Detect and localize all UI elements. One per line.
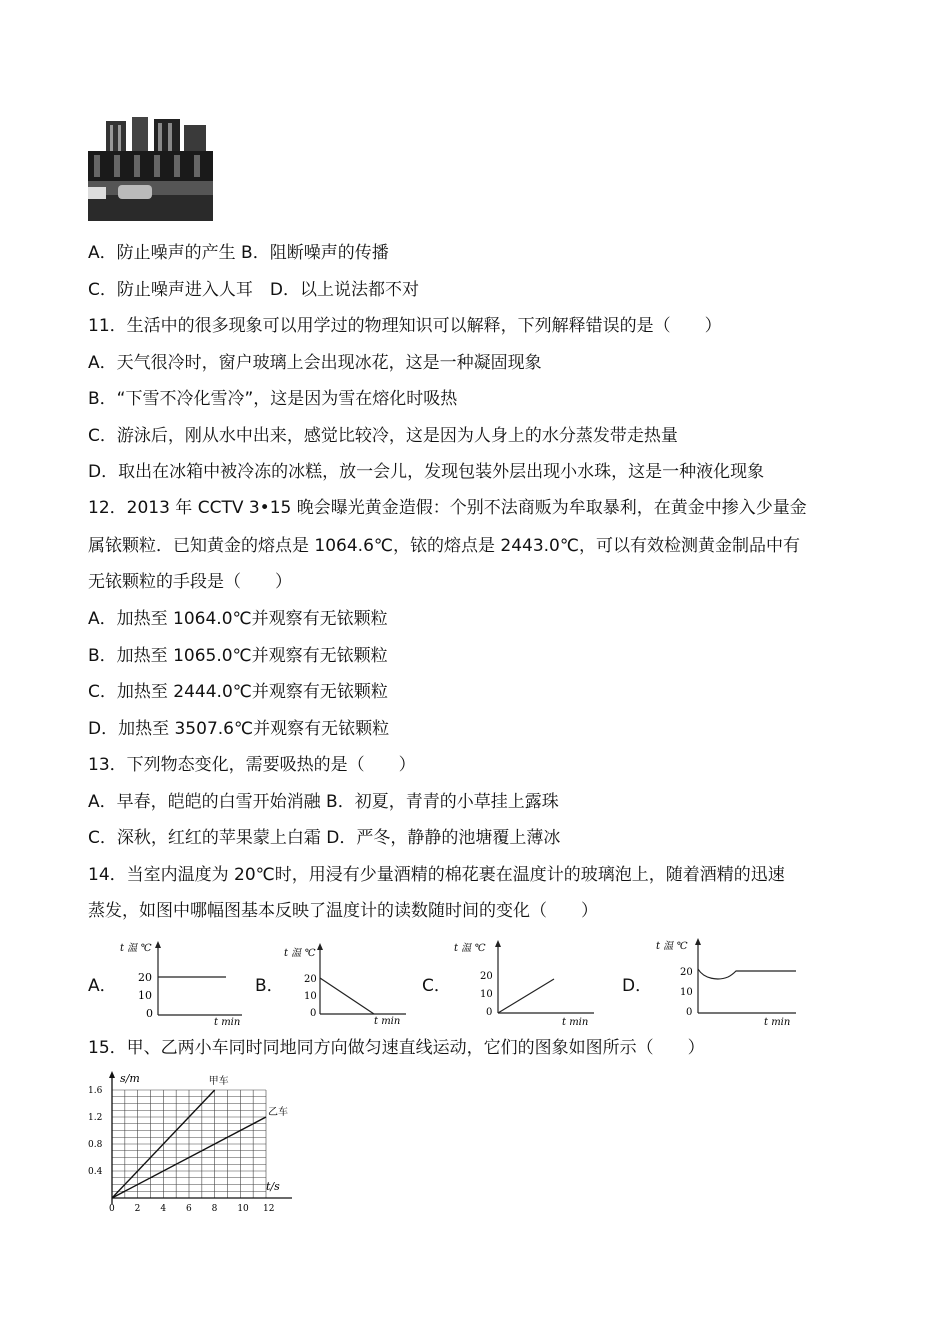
q14-label-a: A．	[88, 976, 117, 996]
graph-a-ytick-10: 10	[138, 989, 152, 1002]
x-tick-label: 0	[109, 1204, 115, 1214]
q12-option-c: C．加热至 2444.0℃并观察有无铱颗粒	[88, 682, 388, 702]
q13-stem: 13．下列物态变化，需要吸热的是（ ）	[88, 755, 416, 775]
q11-option-d: D．取出在冰箱中被冷冻的冰糕，放一会儿，发现包装外层出现小水珠，这是一种液化现象	[88, 462, 765, 482]
graph-d-ytick-0: 0	[686, 1007, 693, 1018]
q14-label-b: B．	[255, 976, 284, 996]
graph-d-ytick-20: 20	[680, 967, 693, 978]
q10-options-ab: A．防止噪声的产生 B．阻断噪声的传播	[88, 243, 389, 263]
x-axis-label: t/s	[266, 1180, 280, 1193]
noise-barrier-photo	[88, 117, 213, 221]
q15-st-chart	[88, 1070, 294, 1216]
y-tick-label: 0.8	[88, 1140, 103, 1150]
graph-d-xlabel: t min	[764, 1017, 791, 1027]
q14-graph-a	[116, 940, 246, 1026]
x-tick-label: 2	[134, 1204, 141, 1214]
q12-option-a: A．加热至 1064.0℃并观察有无铱颗粒	[88, 609, 388, 629]
graph-d-ytick-10: 10	[680, 987, 693, 998]
graph-b-ytick-20: 20	[304, 974, 317, 985]
y-tick-label: 1.6	[88, 1086, 103, 1096]
graph-c-ytick-20: 20	[480, 971, 493, 982]
graph-c-ytick-10: 10	[480, 989, 493, 1000]
graph-d-curve	[698, 969, 796, 979]
q14-graph-d	[652, 935, 800, 1027]
q14-label-d: D．	[622, 976, 653, 996]
x-tick-label: 12	[263, 1204, 275, 1214]
q12-option-b: B．加热至 1065.0℃并观察有无铱颗粒	[88, 646, 388, 666]
y-axis-arrow	[109, 1071, 115, 1078]
graph-b-curve	[320, 978, 374, 1014]
graph-c-curve	[498, 979, 554, 1013]
x-tick-label: 6	[186, 1204, 192, 1214]
q14-label-c: C．	[422, 976, 451, 996]
y-tick-label: 1.2	[88, 1113, 103, 1123]
x-tick-label: 4	[160, 1204, 167, 1214]
q12-option-d: D．加热至 3507.6℃并观察有无铱颗粒	[88, 719, 390, 739]
x-tick-label: 10	[237, 1204, 249, 1214]
y-axis-label: s/m	[120, 1072, 140, 1085]
graph-b-ytick-10: 10	[304, 991, 317, 1002]
q15-stem: 15．甲、乙两小车同时同地同方向做匀速直线运动，它们的图象如图所示（ ）	[88, 1038, 705, 1058]
q12-stem-line2: 属铱颗粒．已知黄金的熔点是 1064.6℃，铱的熔点是 2443.0℃，可以有效检测黄金制品中有	[88, 536, 800, 556]
q13-options-ab: A．早春，皑皑的白雪开始消融 B．初夏，青青的小草挂上露珠	[88, 792, 559, 812]
q11-option-c: C．游泳后，刚从水中出来，感觉比较冷，这是因为人身上的水分蒸发带走热量	[88, 426, 678, 446]
graph-b-ylabel: t 温 ℃	[284, 948, 316, 959]
graph-c-ytick-0: 0	[486, 1007, 493, 1018]
q14-stem-line2: 蒸发，如图中哪幅图基本反映了温度计的读数随时间的变化（ ）	[88, 901, 598, 921]
q14-stem-line1: 14．当室内温度为 20℃时，用浸有少量酒精的棉花裹在温度计的玻璃泡上，随着酒精的迅速	[88, 865, 785, 885]
series-label-2: 乙车	[268, 1107, 288, 1118]
q14-graph-b	[282, 940, 412, 1026]
q14-graph-c	[450, 937, 598, 1027]
q11-option-b: B．“下雪不冷化雪冷”，这是因为雪在熔化时吸热	[88, 389, 458, 409]
q10-options-cd: C．防止噪声进入人耳 D．以上说法都不对	[88, 280, 419, 300]
graph-c-xlabel: t min	[562, 1017, 589, 1027]
y-tick-label: 0.4	[88, 1167, 103, 1177]
graph-a-ylabel: t 温 ℃	[120, 943, 152, 954]
q13-options-cd: C．深秋，红红的苹果蒙上白霜 D．严冬，静静的池塘覆上薄冰	[88, 828, 561, 848]
graph-a-xlabel: t min	[214, 1017, 241, 1026]
q11-option-a: A．天气很冷时，窗户玻璃上会出现冰花，这是一种凝固现象	[88, 353, 542, 373]
graph-b-ytick-0: 0	[310, 1008, 317, 1019]
q12-stem-line1: 12．2013 年 CCTV 3•15 晚会曝光黄金造假：个别不法商贩为牟取暴利，在黄金中掺入少量金	[88, 498, 807, 518]
series-label-1: 甲车	[208, 1076, 229, 1087]
q11-stem: 11．生活中的很多现象可以用学过的物理知识可以解释，下列解释错误的是（ ）	[88, 316, 722, 336]
graph-c-ylabel: t 温 ℃	[454, 943, 486, 954]
graph-a-ytick-20: 20	[138, 971, 152, 984]
graph-a-ytick-0: 0	[146, 1007, 153, 1020]
graph-b-xlabel: t min	[374, 1016, 401, 1026]
x-tick-label: 8	[211, 1204, 218, 1214]
graph-d-ylabel: t 温 ℃	[656, 941, 688, 952]
q12-stem-line3: 无铱颗粒的手段是（ ）	[88, 572, 292, 592]
